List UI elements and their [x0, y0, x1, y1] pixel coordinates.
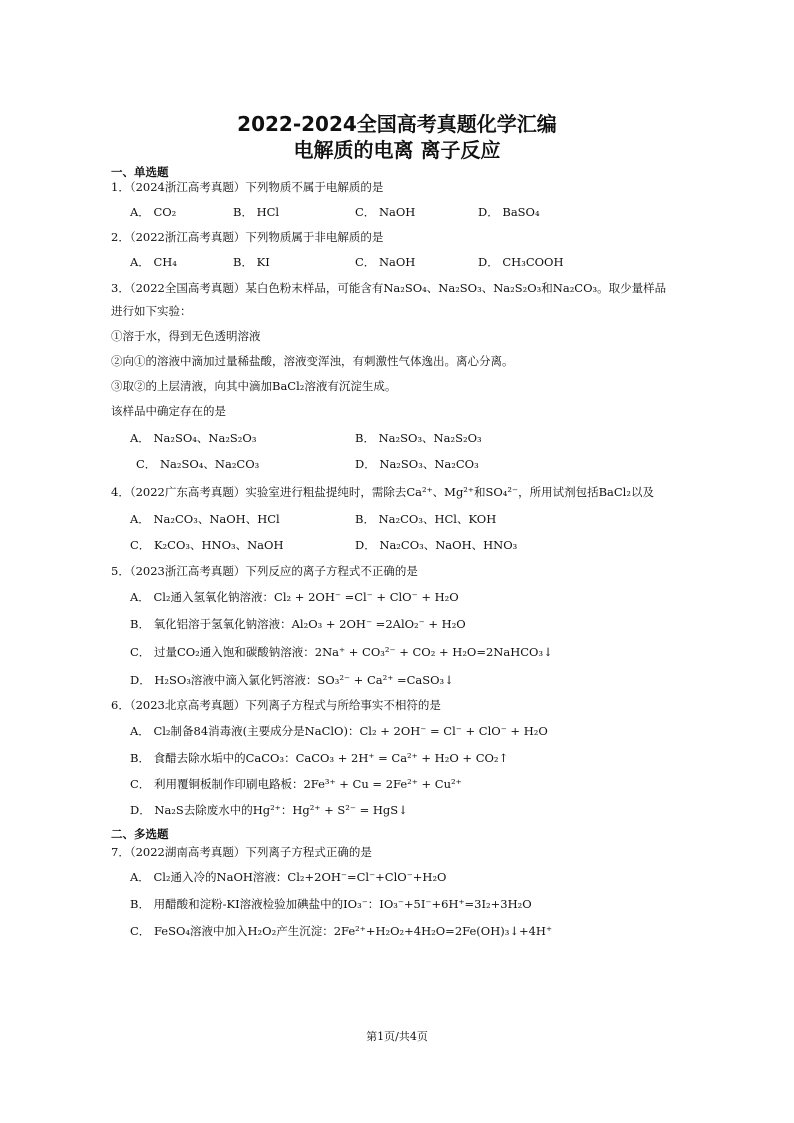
section-heading-single: 一、单选题 — [111, 165, 169, 179]
q3-step-3: ③取②的上层清液，向其中滴加BaCl₂溶液有沉淀生成。 — [111, 379, 397, 393]
q4-option-a: A． Na₂CO₃、NaOH、HCl — [130, 512, 280, 526]
section-heading-multi: 二、多选题 — [111, 827, 169, 841]
q3-option-c: C． Na₂SO₄、Na₂CO₃ — [136, 457, 260, 471]
q3-stem-line-1: 3．（2022全国高考真题）某白色粉末样品，可能含有Na₂SO₄、Na₂SO₃、Na₂S₂O₃和Na₂CO₃。取少量样品 — [111, 281, 667, 295]
q2-option-c: C． NaOH — [355, 255, 416, 269]
q4-option-b: B． Na₂CO₃、HCl、KOH — [355, 512, 497, 526]
q7-option-a: A． Cl₂通入冷的NaOH溶液：Cl₂+2OH⁻=Cl⁻+ClO⁻+H₂O — [130, 870, 447, 884]
q4-option-c: C． K₂CO₃、HNO₃、NaOH — [130, 538, 284, 552]
q2-stem: 2．（2022浙江高考真题）下列物质属于非电解质的是 — [111, 230, 384, 244]
q3-option-b: B． Na₂SO₃、Na₂S₂O₃ — [355, 431, 482, 445]
q6-option-c: C． 利用覆铜板制作印刷电路板：2Fe³⁺ + Cu = 2Fe²⁺ + Cu²⁺ — [130, 777, 462, 791]
q6-option-a: A． Cl₂制备84消毒液(主要成分是NaClO)：Cl₂ + 2OH⁻ = Cl⁻ + ClO⁻ + H₂O — [130, 724, 548, 738]
q5-option-c: C． 过量CO₂通入饱和碳酸钠溶液：2Na⁺ + CO₃²⁻ + CO₂ + H₂O=2NaHCO₃↓ — [130, 645, 553, 659]
page-footer: 第1页/共4页 — [366, 1030, 428, 1043]
q3-option-a: A． Na₂SO₄、Na₂S₂O₃ — [130, 431, 257, 445]
q1-stem: 1．（2024浙江高考真题）下列物质不属于电解质的是 — [111, 180, 384, 194]
q2-option-b: B． KI — [233, 255, 270, 269]
q2-option-d: D． CH₃COOH — [478, 255, 564, 269]
q1-option-b: B． HCl — [233, 205, 280, 219]
q5-stem: 5．（2023浙江高考真题）下列反应的离子方程式不正确的是 — [111, 564, 418, 578]
q5-option-d: D． H₂SO₃溶液中滴入氯化钙溶液：SO₃²⁻ + Ca²⁺ =CaSO₃↓ — [130, 673, 454, 687]
q5-option-b: B． 氧化铝溶于氢氧化钠溶液：Al₂O₃ + 2OH⁻ =2AlO₂⁻ + H₂O — [130, 617, 466, 631]
q3-option-d: D． Na₂SO₃、Na₂CO₃ — [355, 457, 479, 471]
q1-option-a: A． CO₂ — [130, 205, 177, 219]
q6-option-b: B． 食醋去除水垢中的CaCO₃：CaCO₃ + 2H⁺ = Ca²⁺ + H₂O + CO₂↑ — [130, 751, 509, 765]
q4-stem: 4．（2022广东高考真题）实验室进行粗盐提纯时，需除去Ca²⁺、Mg²⁺和SO₄²⁻，所用试剂包括BaCl₂以及 — [111, 485, 654, 499]
title-line-1: 2022-2024全国高考真题化学汇编 — [237, 112, 557, 136]
q4-option-d: D． Na₂CO₃、NaOH、HNO₃ — [355, 538, 518, 552]
q1-option-c: C． NaOH — [355, 205, 416, 219]
q7-option-c: C． FeSO₄溶液中加入H₂O₂产生沉淀：2Fe²⁺+H₂O₂+4H₂O=2Fe(OH)₃↓+4H⁺ — [130, 924, 553, 938]
q7-option-b: B． 用醋酸和淀粉-KI溶液检验加碘盐中的IO₃⁻：IO₃⁻+5I⁻+6H⁺=3I₂+3H₂O — [130, 897, 532, 911]
q7-stem: 7．（2022湖南高考真题）下列离子方程式正确的是 — [111, 845, 372, 859]
q6-option-d: D． Na₂S去除废水中的Hg²⁺：Hg²⁺ + S²⁻ = HgS↓ — [130, 803, 408, 817]
q3-step-2: ②向①的溶液中滴加过量稀盐酸，溶液变浑浊，有刺激性气体逸出。离心分离。 — [111, 354, 514, 368]
q3-ask: 该样品中确定存在的是 — [111, 404, 226, 418]
q1-option-d: D． BaSO₄ — [478, 205, 540, 219]
title-line-2: 电解质的电离 离子反应 — [293, 138, 501, 162]
q3-step-1: ①溶于水，得到无色透明溶液 — [111, 329, 261, 343]
q3-stem-line-2: 进行如下实验： — [111, 304, 192, 318]
q5-option-a: A． Cl₂通入氢氧化钠溶液：Cl₂ + 2OH⁻ =Cl⁻ + ClO⁻ + H₂O — [130, 590, 459, 604]
q2-option-a: A． CH₄ — [130, 255, 177, 269]
q6-stem: 6．（2023北京高考真题）下列离子方程式与所给事实不相符的是 — [111, 698, 441, 712]
